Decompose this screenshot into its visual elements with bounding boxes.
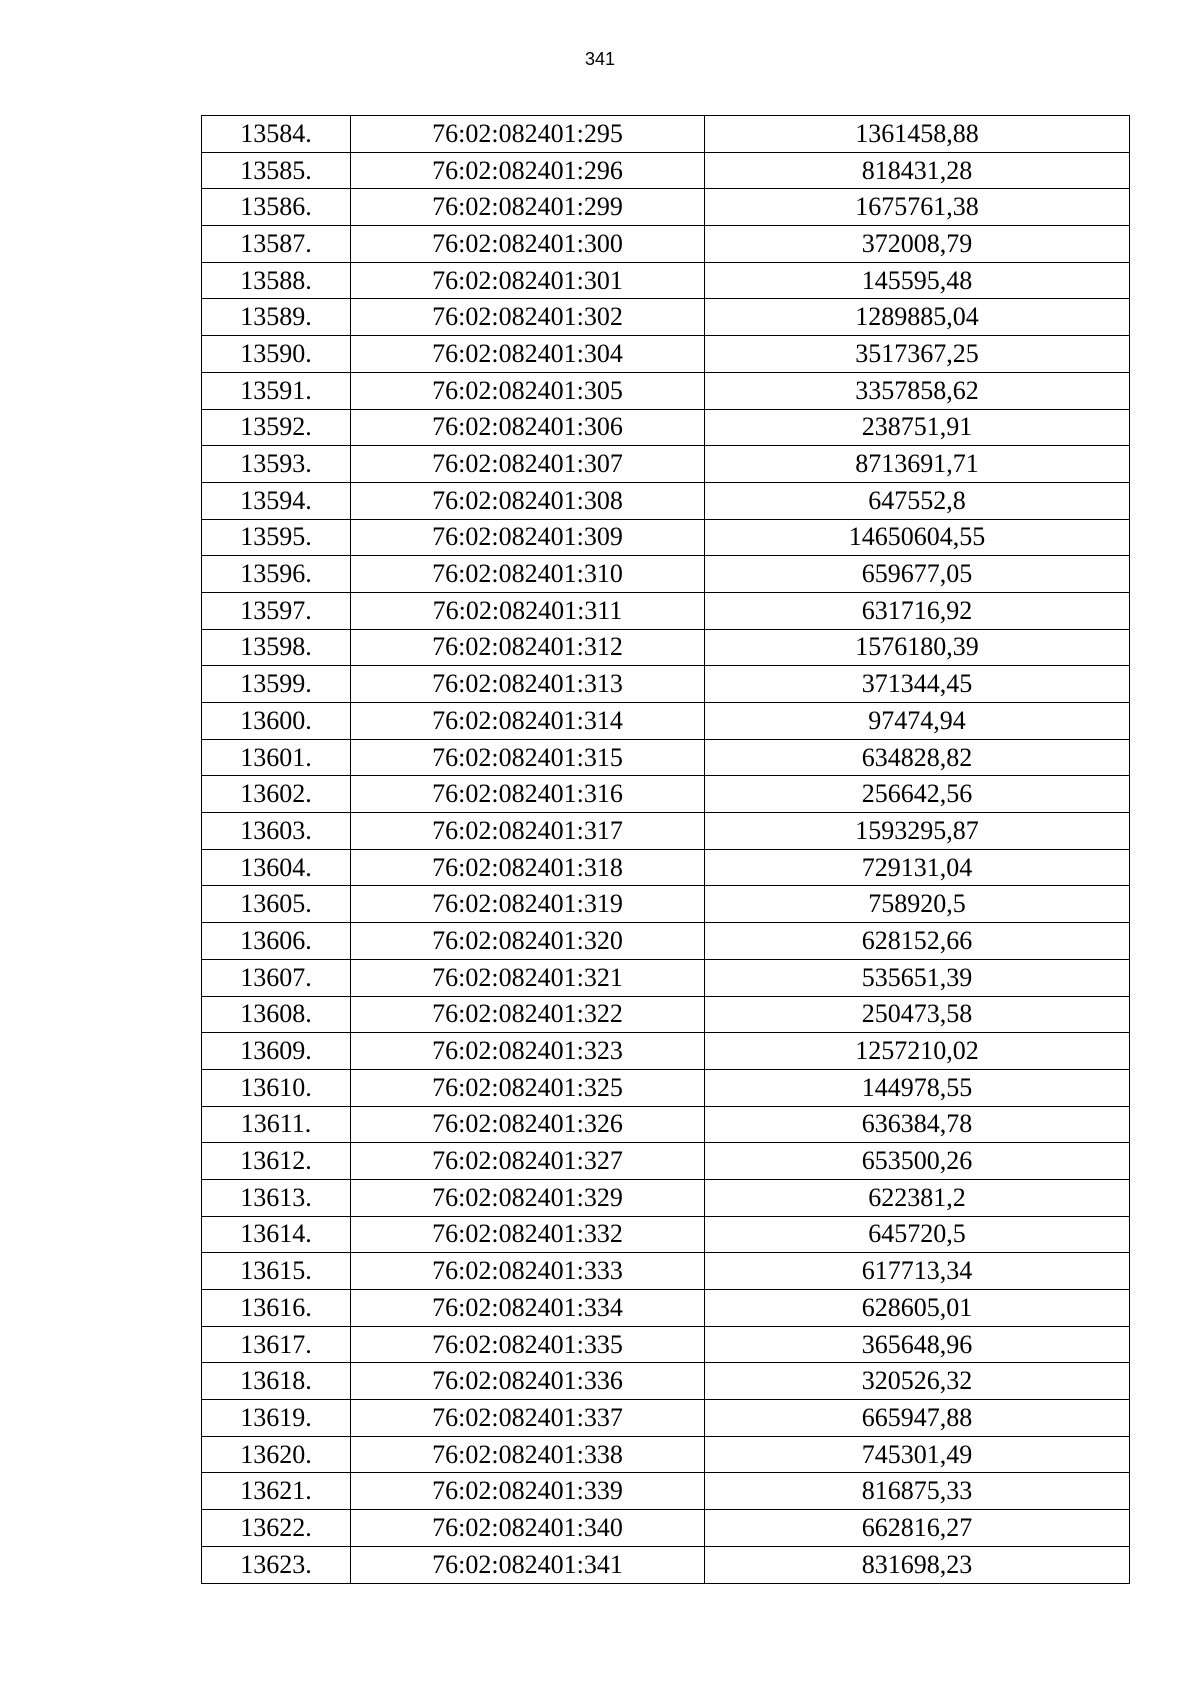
table-row [202,262,1130,299]
row-number-cell: 13593. [202,446,351,483]
table-row [202,1290,1130,1327]
cadastral-value-cell: 3517367,25 [705,336,1130,373]
cadastral-number-cell: 76:02:082401:316 [351,776,705,813]
cadastral-number-cell: 76:02:082401:310 [351,556,705,593]
table-row [202,1363,1130,1400]
cadastral-number-cell: 76:02:082401:335 [351,1326,705,1363]
table-row [202,299,1130,336]
cadastral-number-cell: 76:02:082401:323 [351,1033,705,1070]
cadastral-value-cell: 1576180,39 [705,629,1130,666]
cadastral-value-cell: 144978,55 [705,1069,1130,1106]
table-row [202,1106,1130,1143]
cadastral-value-cell: 250473,58 [705,996,1130,1033]
cadastral-value-cell: 745301,49 [705,1436,1130,1473]
table-row [202,519,1130,556]
cadastral-number-cell: 76:02:082401:334 [351,1290,705,1327]
cadastral-value-cell: 3357858,62 [705,372,1130,409]
row-number-cell: 13622. [202,1510,351,1547]
cadastral-number-cell: 76:02:082401:327 [351,1143,705,1180]
row-number-cell: 13617. [202,1326,351,1363]
cadastral-value-cell: 238751,91 [705,409,1130,446]
row-number-cell: 13610. [202,1069,351,1106]
row-number-cell: 13612. [202,1143,351,1180]
table-row [202,189,1130,226]
cadastral-value-cell: 653500,26 [705,1143,1130,1180]
cadastral-value-cell: 320526,32 [705,1363,1130,1400]
cadastral-value-cell: 758920,5 [705,886,1130,923]
cadastral-value-cell: 1675761,38 [705,189,1130,226]
row-number-cell: 13611. [202,1106,351,1143]
cadastral-number-cell: 76:02:082401:309 [351,519,705,556]
cadastral-number-cell: 76:02:082401:319 [351,886,705,923]
cadastral-number-cell: 76:02:082401:305 [351,372,705,409]
row-number-cell: 13607. [202,959,351,996]
table-row [202,482,1130,519]
row-number-cell: 13595. [202,519,351,556]
cadastral-number-cell: 76:02:082401:336 [351,1363,705,1400]
cadastral-number-cell: 76:02:082401:320 [351,923,705,960]
table-row [202,1253,1130,1290]
cadastral-value-cell: 372008,79 [705,226,1130,263]
row-number-cell: 13592. [202,409,351,446]
cadastral-value-cell: 145595,48 [705,262,1130,299]
cadastral-value-cell: 617713,34 [705,1253,1130,1290]
cadastral-value-cell: 662816,27 [705,1510,1130,1547]
cadastral-number-cell: 76:02:082401:315 [351,739,705,776]
cadastral-number-cell: 76:02:082401:332 [351,1216,705,1253]
table-row [202,923,1130,960]
cadastral-number-cell: 76:02:082401:308 [351,482,705,519]
table-row [202,1473,1130,1510]
cadastral-value-cell: 645720,5 [705,1216,1130,1253]
table-row [202,1033,1130,1070]
table-row [202,1179,1130,1216]
table-row [202,739,1130,776]
cadastral-number-cell: 76:02:082401:304 [351,336,705,373]
cadastral-number-cell: 76:02:082401:296 [351,152,705,189]
cadastral-number-cell: 76:02:082401:341 [351,1546,705,1583]
table-row [202,1436,1130,1473]
row-number-cell: 13609. [202,1033,351,1070]
cadastral-number-cell: 76:02:082401:321 [351,959,705,996]
table-row [202,629,1130,666]
row-number-cell: 13616. [202,1290,351,1327]
cadastral-value-cell: 665947,88 [705,1400,1130,1437]
table-row [202,556,1130,593]
row-number-cell: 13613. [202,1179,351,1216]
row-number-cell: 13604. [202,849,351,886]
table-row [202,409,1130,446]
table-row [202,776,1130,813]
cadastral-number-cell: 76:02:082401:311 [351,592,705,629]
row-number-cell: 13587. [202,226,351,263]
table-row [202,1216,1130,1253]
cadastral-number-cell: 76:02:082401:318 [351,849,705,886]
cadastral-number-cell: 76:02:082401:313 [351,666,705,703]
row-number-cell: 13594. [202,482,351,519]
row-number-cell: 13599. [202,666,351,703]
cadastral-value-cell: 365648,96 [705,1326,1130,1363]
row-number-cell: 13590. [202,336,351,373]
table-row [202,1069,1130,1106]
row-number-cell: 13623. [202,1546,351,1583]
row-number-cell: 13600. [202,703,351,740]
cadastral-value-cell: 628605,01 [705,1290,1130,1327]
row-number-cell: 13588. [202,262,351,299]
cadastral-value-cell: 659677,05 [705,556,1130,593]
table-row [202,446,1130,483]
cadastral-value-cell: 818431,28 [705,152,1130,189]
cadastral-value-cell: 631716,92 [705,592,1130,629]
row-number-cell: 13585. [202,152,351,189]
cadastral-value-cell: 256642,56 [705,776,1130,813]
cadastral-number-cell: 76:02:082401:307 [351,446,705,483]
row-number-cell: 13584. [202,116,351,153]
cadastral-value-cell: 1289885,04 [705,299,1130,336]
cadastral-value-cell: 97474,94 [705,703,1130,740]
table-row [202,336,1130,373]
row-number-cell: 13620. [202,1436,351,1473]
cadastral-value-cell: 622381,2 [705,1179,1130,1216]
table-row [202,813,1130,850]
table-row [202,1400,1130,1437]
row-number-cell: 13596. [202,556,351,593]
table-row [202,996,1130,1033]
cadastral-number-cell: 76:02:082401:306 [351,409,705,446]
cadastral-number-cell: 76:02:082401:325 [351,1069,705,1106]
table-row [202,1326,1130,1363]
cadastral-number-cell: 76:02:082401:299 [351,189,705,226]
row-number-cell: 13591. [202,372,351,409]
table-row [202,886,1130,923]
row-number-cell: 13608. [202,996,351,1033]
row-number-cell: 13615. [202,1253,351,1290]
row-number-cell: 13597. [202,592,351,629]
table-row [202,1546,1130,1583]
table-row [202,152,1130,189]
cadastral-value-cell: 1361458,88 [705,116,1130,153]
page-number: 341 [584,49,616,69]
table-row [202,372,1130,409]
cadastral-value-cell: 729131,04 [705,849,1130,886]
row-number-cell: 13606. [202,923,351,960]
table-row [202,959,1130,996]
cadastral-value-cell: 636384,78 [705,1106,1130,1143]
cadastral-number-cell: 76:02:082401:301 [351,262,705,299]
cadastral-value-cell: 634828,82 [705,739,1130,776]
row-number-cell: 13621. [202,1473,351,1510]
cadastral-value-cell: 816875,33 [705,1473,1130,1510]
row-number-cell: 13614. [202,1216,351,1253]
row-number-cell: 13586. [202,189,351,226]
row-number-cell: 13589. [202,299,351,336]
row-number-cell: 13618. [202,1363,351,1400]
cadastral-number-cell: 76:02:082401:295 [351,116,705,153]
cadastral-number-cell: 76:02:082401:337 [351,1400,705,1437]
table-row [202,1143,1130,1180]
table-row [202,226,1130,263]
cadastral-value-cell: 647552,8 [705,482,1130,519]
cadastral-value-cell: 14650604,55 [705,519,1130,556]
cadastral-number-cell: 76:02:082401:300 [351,226,705,263]
table-row [202,849,1130,886]
cadastral-number-cell: 76:02:082401:339 [351,1473,705,1510]
cadastral-number-cell: 76:02:082401:312 [351,629,705,666]
cadastral-number-cell: 76:02:082401:326 [351,1106,705,1143]
row-number-cell: 13602. [202,776,351,813]
table-row [202,116,1130,153]
cadastral-value-cell: 1257210,02 [705,1033,1130,1070]
cadastral-value-cell: 371344,45 [705,666,1130,703]
table-row [202,1510,1130,1547]
row-number-cell: 13598. [202,629,351,666]
row-number-cell: 13605. [202,886,351,923]
cadastral-number-cell: 76:02:082401:333 [351,1253,705,1290]
row-number-cell: 13601. [202,739,351,776]
table-body [202,116,1130,1584]
cadastral-number-cell: 76:02:082401:338 [351,1436,705,1473]
table-row [202,703,1130,740]
cadastral-value-cell: 628152,66 [705,923,1130,960]
table-row [202,666,1130,703]
cadastral-value-cell: 1593295,87 [705,813,1130,850]
cadastral-value-cell: 8713691,71 [705,446,1130,483]
cadastral-number-cell: 76:02:082401:317 [351,813,705,850]
cadastral-number-cell: 76:02:082401:340 [351,1510,705,1547]
cadastral-number-cell: 76:02:082401:302 [351,299,705,336]
cadastral-number-cell: 76:02:082401:322 [351,996,705,1033]
cadastral-value-cell: 535651,39 [705,959,1130,996]
row-number-cell: 13603. [202,813,351,850]
cadastral-number-cell: 76:02:082401:314 [351,703,705,740]
cadastral-number-cell: 76:02:082401:329 [351,1179,705,1216]
cadastral-value-table [201,115,1130,1584]
cadastral-value-cell: 831698,23 [705,1546,1130,1583]
table-row [202,592,1130,629]
row-number-cell: 13619. [202,1400,351,1437]
